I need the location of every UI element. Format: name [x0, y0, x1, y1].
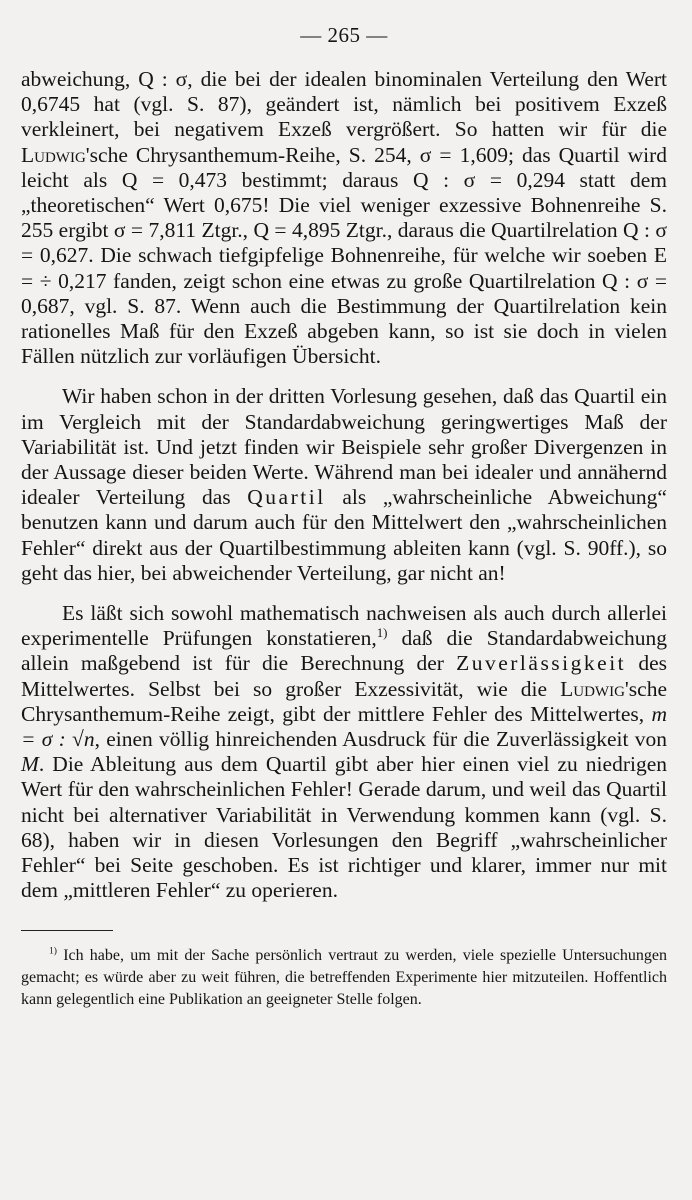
paragraph-3-text-c: des Mittelwertes. Selbst bei so großer Exzessivität, wie die: [21, 651, 667, 701]
paragraph-1: [21, 67, 667, 369]
author-name-ludwig-2: Ludwig: [560, 676, 625, 701]
footnote-reference: 1): [376, 626, 388, 641]
paragraph-3-text-f: . Die Ableitung aus dem Quartil gibt aber hier einen viel zu niedrigen Wert für den wahrscheinlichen Fehler! Gerade darum, und weil das Quartil nicht bei alternativer Variabilität in Verwendung kommen kann (vgl. S. 68), haben wir in diesen Vorlesungen den Begriff „wahrscheinlicher Fehler“ bei Seite geschoben. Es ist richtiger und klarer, immer nur mit dem „mittleren Fehler“ zu operieren.: [21, 752, 667, 903]
symbol-m: M: [21, 752, 39, 777]
footnote-text: Ich habe, um mit der Sache persönlich vertraut zu werden, viele spezielle Untersuchungen gemacht; es würde aber zu weit führen, die betreffenden Experimente hier mitzuteilen. Hoffentlich kann gelegentlich eine Publikation an geeigneter Stelle folgen.: [21, 946, 667, 1008]
author-name-ludwig: Ludwig: [21, 142, 86, 167]
paragraph-1-text-b: 'sche Chrysanthemum-Reihe, S. 254, σ = 1,609; das Quartil wird leicht als Q = 0,473 bestimmt; daraus Q : σ = 0,294 statt dem „theoretischen“ Wert 0,675! Die viel weniger exzessive Bohnenreihe S. 255 ergibt σ = 7,811 Ztgr., Q = 4,895 Ztgr., daraus die Quartilrelation Q : σ = 0,627. Die schwach tiefgipfelige Bohnenreihe, für welche wir soeben E = ÷ 0,217 fanden, zeigt schon eine etwas zu große Quartilrelation Q : σ = 0,687, vgl. S. 87. Wenn auch die Bestimmung der Quartilrelation kein rationelles Maß für den Exzeß abgeben kann, so ist sie doch in vielen Fällen nützlich zur vorläufigen Übersicht.: [21, 142, 667, 369]
paragraph-3-text-a: Es läßt sich sowohl mathematisch nachweisen als auch durch allerlei experimentelle Prüfungen konstatieren,: [21, 601, 667, 651]
formula-mean-error: m = σ : √n: [21, 701, 667, 752]
paragraph-2: [21, 384, 667, 586]
paragraph-1-text-a: abweichung, Q : σ, die bei der idealen binominalen Verteilung den Wert 0,6745 hat (vgl. S. 87), geändert ist, nämlich bei positivem Exzeß verkleinert, bei negativem Exzeß vergrößert. So hatten wir für die: [21, 67, 667, 142]
footnote-divider: [21, 930, 113, 931]
paragraph-2-text-b: als „wahrscheinliche Abweichung“ benutzen kann und darum auch für den Mittelwert den „wahrscheinlichen Fehler“ direkt aus der Quartilbestimmung ableiten kann (vgl. S. 90ff.), so geht das hier, bei abweichender Verteilung, gar nicht an!: [21, 485, 667, 585]
paragraph-3: [21, 601, 667, 903]
footnote: [21, 945, 667, 1011]
emphasis-quartil: Quartil: [247, 485, 326, 510]
paragraph-3-text-e: , einen völlig hinreichenden Ausdruck für die Zuverlässigkeit von: [94, 727, 667, 752]
paragraph-2-text-a: Wir haben schon in der dritten Vorlesung gesehen, daß das Quartil ein im Vergleich mit der Standardabweichung geringwertiges Maß der Variabilität ist. Und jetzt finden wir Beispiele sehr großer Divergenzen in der Aussage dieser beiden Werte. Während man bei idealer und annähernd idealer Verteilung das: [21, 384, 667, 510]
footnote-marker: 1): [49, 945, 57, 957]
paragraph-3-text-d: 'sche Chrysanthemum-Reihe zeigt, gibt der mittlere Fehler des Mittelwertes,: [21, 676, 667, 726]
page-number-header: — 265 —: [300, 23, 388, 47]
emphasis-zuverlaessigkeit: Zuverlässigkeit: [456, 651, 627, 676]
paragraph-3-text-b: daß die Standardabweichung allein maßgebend ist für die Berechnung der: [21, 626, 667, 676]
